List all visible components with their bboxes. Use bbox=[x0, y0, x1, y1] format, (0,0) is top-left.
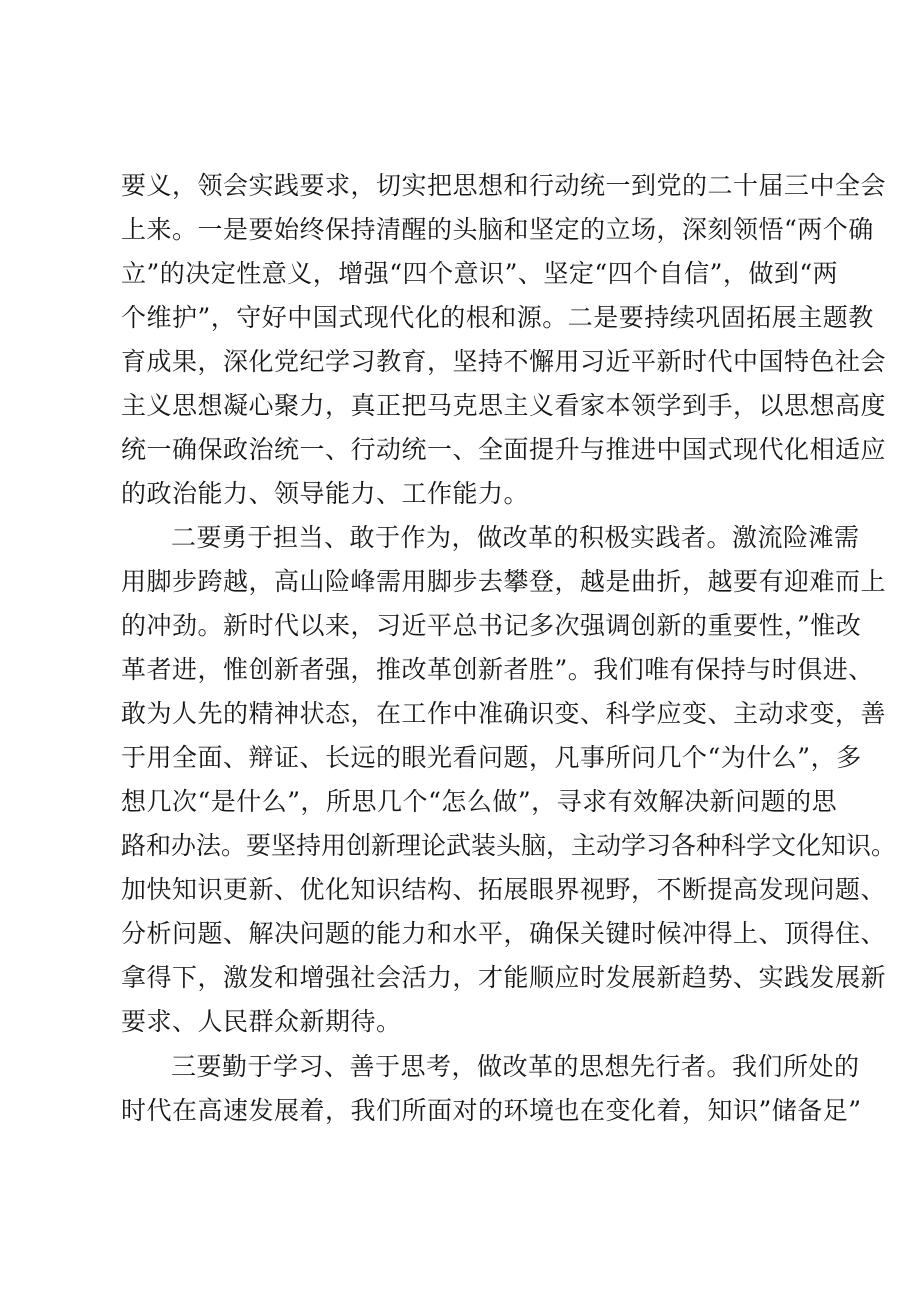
paragraph-line: 时代在高速发展着，我们所面对的环境也在变化着，知识”储备足” bbox=[121, 1096, 862, 1125]
paragraph-line: 主义思想凝心聚力，真正把马克思主义看家本领学到手，以思想高度 bbox=[121, 391, 887, 420]
paragraph-line: 育成果，深化党纪学习教育，坚持不懈用习近平新时代中国特色社会 bbox=[121, 347, 887, 376]
paragraph-line: 拿得下，激发和增强社会活力，才能顺应时发展新趋势、实践发展新 bbox=[121, 963, 887, 992]
paragraph-line: 想几次“是什么”，所思几个“怎么做”，寻求有效解决新问题的思 bbox=[121, 787, 838, 816]
paragraph-line: 敢为人先的精神状态，在工作中准确识变、科学应变、主动求变，善 bbox=[121, 699, 887, 728]
paragraph-line: 的政治能力、领导能力、工作能力。 bbox=[121, 479, 530, 508]
paragraph-line: 二要勇于担当、敢于作为，做改革的积极实践者。激流险滩需 bbox=[171, 523, 860, 552]
paragraph-line: 分析问题、解决问题的能力和水平，确保关键时候冲得上、顶得住、 bbox=[121, 919, 887, 948]
paragraph-line: 用脚步跨越，高山险峰需用脚步去攀登，越是曲折，越要有迎难而上 bbox=[121, 567, 887, 596]
paragraph-line: 个维护”，守好中国式现代化的根和源。二是要持续巩固拓展主题教 bbox=[121, 303, 874, 332]
paragraph-line: 路和办法。要坚持用创新理论武装头脑，主动学习各种科学文化知识。 bbox=[121, 831, 897, 860]
paragraph-line: 的冲劲。新时代以来，习近平总书记多次强调创新的重要性，”惟改 bbox=[121, 611, 862, 640]
paragraph-line: 要义，领会实践要求，切实把思想和行动统一到党的二十届三中全会 bbox=[121, 171, 887, 200]
paragraph-line: 革者进，惟创新者强，推改革创新者胜”。我们唯有保持与时俱进、 bbox=[121, 655, 874, 684]
paragraph-line: 要求、人民群众新期待。 bbox=[121, 1007, 402, 1036]
paragraph-line: 三要勤于学习、善于思考，做改革的思想先行者。我们所处的 bbox=[171, 1052, 860, 1081]
paragraph-line: 加快知识更新、优化知识结构、拓展眼界视野，不断提高发现问题、 bbox=[121, 875, 887, 904]
paragraph-line: 立”的决定性意义，增强“四个意识”、坚定“四个自信”，做到“两 bbox=[121, 259, 839, 288]
paragraph-line: 上来。一是要始终保持清醒的头脑和坚定的立场，深刻领悟“两个确 bbox=[121, 215, 874, 244]
paragraph-line: 统一确保政治统一、行动统一、全面提升与推进中国式现代化相适应 bbox=[121, 435, 887, 464]
paragraph-line: 于用全面、辩证、长远的眼光看问题，凡事所问几个“为什么”，多 bbox=[121, 743, 862, 772]
